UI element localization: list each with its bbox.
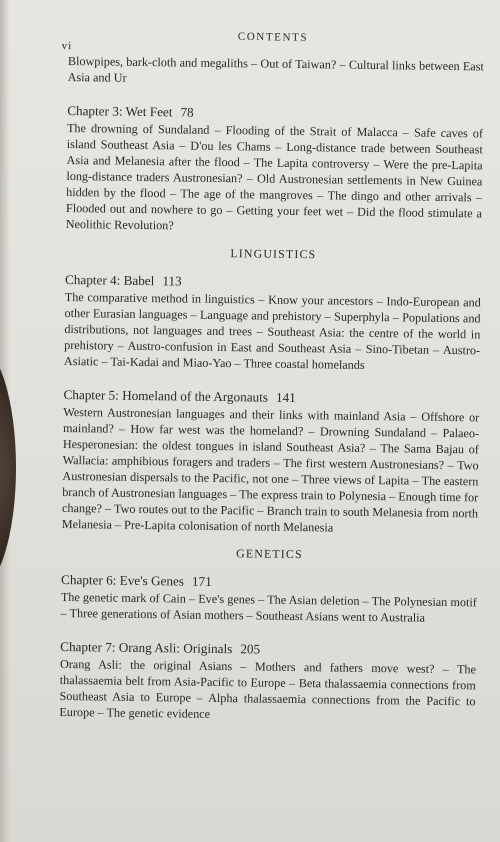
- chapter-summary: Western Austronesian languages and their links with mainland Asia – Offshore or mainland? – How far west was the homeland? – Drowning Sundaland – Palaeo-Hesperonesian: the oldest tongues in island Southeast Asia? – The Sama Bajau of Wallacia: amphibious foragers and traders – The first western Austronesians? – Two Austronesian dispersals to the Pacific, not one – Three views of Lapita – The eastern branch of Austronesian languages – The express train to Polynesia – Enough time for change? – Two routes out to the Pacific – Branch train to south Melanesia from north Melanesia – Pre-Lapita colonisation of north Melanesia: [61, 404, 480, 535]
- chapter-summary: The comparative method in linguistics – Know your ancestors – Indo-European and other Eurasian languages – Language and prehistory – Superphyla – Populations and distributions, not languages and trees – Southeast Asia: the centre of the world in prehistory – Austro-confusion in East and Southeast Asia – Sino-Tibetan – Austro-Asiatic – Tai-Kadai and Miao-Yao – Three coastal homelands: [63, 289, 481, 372]
- chapter-title: Chapter 7: Orang Asli: Originals: [60, 638, 233, 657]
- chapter-summary: Orang Asli: the original Asians – Mothers and fathers move west? – The thalassaemia belt from Asia-Pacific to Europe – Beta thalassaemia connections from Southeast Asia to Europe – Alpha thalassaemia connections from the Pacific to Europe – The genetic evidence: [59, 656, 477, 721]
- chapter-7: [59, 638, 476, 725]
- chapter-page-number: 205: [240, 641, 261, 657]
- chapter-title: Chapter 5: Homeland of the Argonauts: [63, 386, 269, 405]
- running-title: CONTENTS: [237, 30, 309, 44]
- section-title-linguistics: LINGUISTICS: [230, 246, 317, 262]
- chapter-title: Chapter 3: Wet Feet: [67, 102, 173, 120]
- chapter-page-number: 78: [180, 104, 194, 120]
- intro-paragraph: Blowpipes, bark-cloth and megaliths – Out of Taiwan? – Cultural links between East Asia and Ur: [67, 53, 484, 85]
- chapter-title: Chapter 4: Babel: [64, 271, 155, 289]
- section-title-genetics: GENETICS: [236, 546, 303, 562]
- page-number: vi: [61, 39, 73, 53]
- chapter-page-number: 171: [191, 573, 212, 589]
- chapter-title: Chapter 6: Eve's Genes: [61, 571, 185, 589]
- chapter-6: [61, 571, 478, 626]
- contents-body: [59, 53, 484, 725]
- chapter-page-number: 141: [275, 389, 296, 406]
- running-header: [62, 26, 486, 53]
- chapter-summary: The genetic mark of Cain – Eve's genes – The Asian deletion – The Polynesian motif – Three generations of Asian mothers – Southeast Asians went to Australia: [60, 589, 477, 625]
- chapter-page-number: 113: [162, 273, 182, 289]
- chapter-4: [64, 271, 481, 374]
- chapter-summary: The drowning of Sundaland – Flooding of the Strait of Malacca – Safe caves of island Southeast Asia – D'ou les Chams – Long-distance trade between Southeast Asia and Melanesia after the flood – The Lapita controversy – Were the pre-Lapita long-distance traders Austronesian? – Old Austronesian settlements in New Guinea hidden by the flood – The age of the mangroves – The dingo and other arrivals – Flooded out and nowhere to go – Getting your feet wet – Did the flood stimulate a Neolithic Revolution?: [65, 120, 484, 233]
- chapter-3: [66, 102, 484, 237]
- chapter-5: [62, 386, 480, 537]
